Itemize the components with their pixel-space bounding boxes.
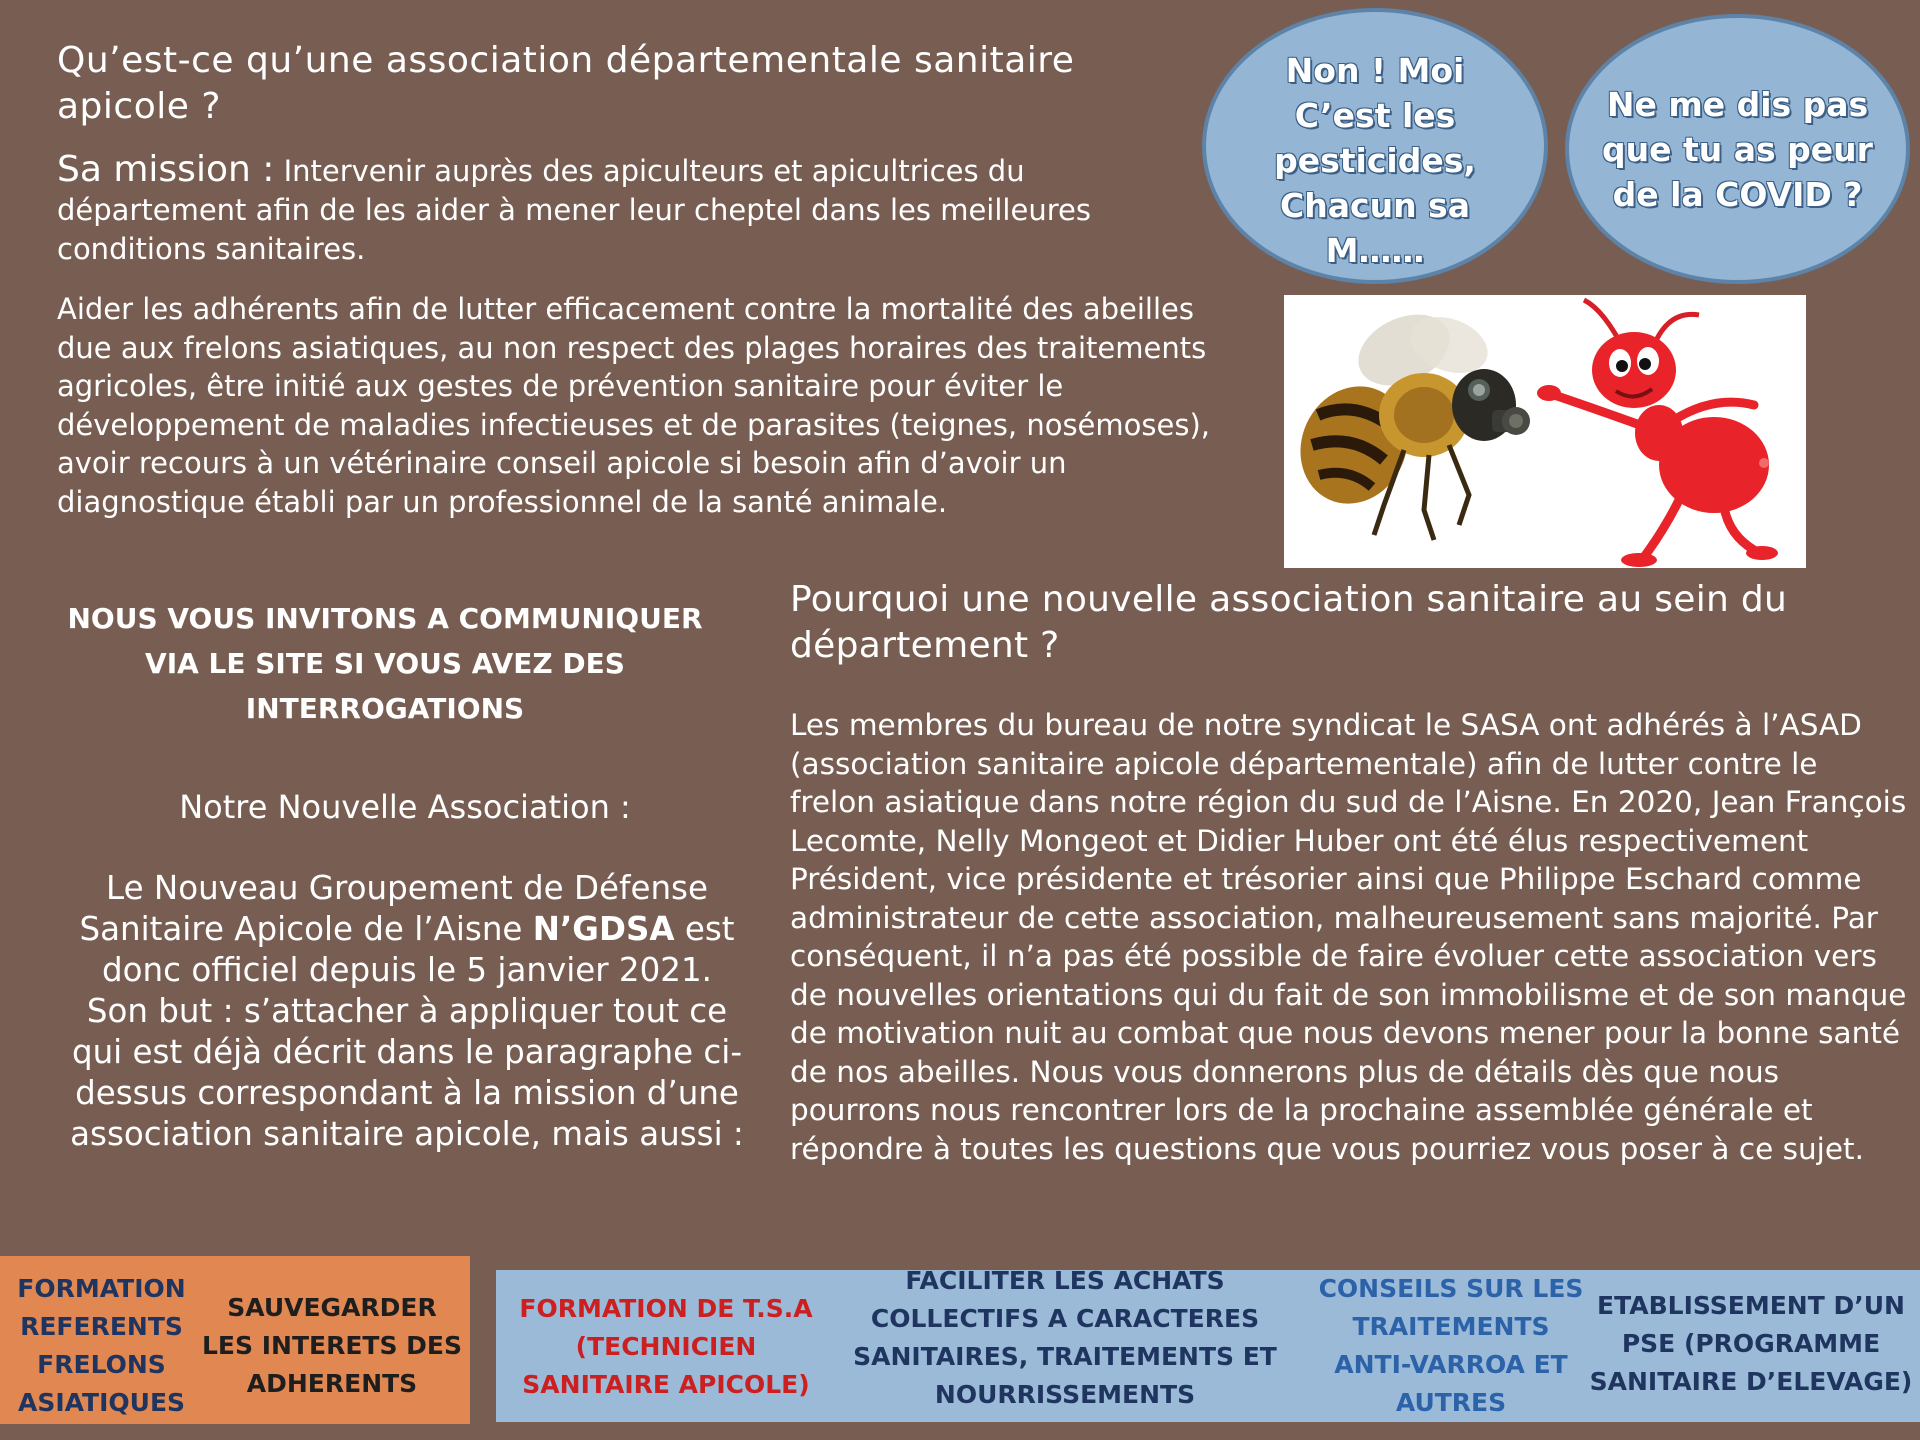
association-goal: Son but : s’attacher à appliquer tout ce qui est déjà décrit dans le paragraphe ci-dessus correspondant à la mission d’une association sanitaire apicole, mais aussi : [70,992,744,1153]
tile-etablissement-pse [1582,1266,1920,1422]
bee-icon [1284,301,1530,540]
speech-bubble-left [1202,8,1548,284]
speech-bubble-right [1565,14,1910,284]
mission-paragraph [57,150,1197,269]
mission-lead: Sa mission : [57,149,275,190]
mission-text: Intervenir auprès des apiculteurs et apicultrices du département afin de les aider à mener leur cheptel dans les meilleures conditions sanitaires. [57,154,1091,266]
tile-formation-frelons [0,1268,203,1424]
tile-achats-collectifs-label: FACILITER LES ACHATS COLLECTIFS A CARACTERES SANITAIRES, TRAITEMENTS ET NOURRISSEMENTS [853,1266,1277,1409]
association-text-before: Le Nouveau Groupement de Défense Sanitaire Apicole de l’Aisne [79,869,708,948]
tile-formation-tsa [506,1282,826,1412]
illustration-svg [1284,295,1806,568]
tile-sauvegarder-interets [198,1268,466,1424]
speech-bubble-left-text: Non ! Moi C’est les pesticides, Chacun sa M…… [1274,50,1476,270]
association-label: Notre Nouvelle Association : [179,788,631,826]
tile-formation-tsa-label: FORMATION DE T.S.A (TECHNICIEN SANITAIRE APICOLE) [519,1294,813,1399]
tile-conseils-varroa [1310,1268,1592,1424]
invite-notice: NOUS VOUS INVITONS A COMMUNIQUER VIA LE SITE SI VOUS AVEZ DES INTERROGATIONS [67,602,703,725]
tile-sauvegarder-interets-label: SAUVEGARDER LES INTERETS DES ADHERENTS [202,1293,462,1398]
tile-achats-collectifs [820,1258,1310,1418]
ant-icon [1537,300,1778,567]
association-text-after: est donc officiel depuis le 5 janvier 2021. [102,910,735,989]
tile-conseils-varroa-label: CONSEILS SUR LES TRAITEMENTS ANTI-VARROA ET AUTRES [1318,1274,1584,1417]
page-title: Qu’est-ce qu’une association départementale sanitaire apicole ? [57,40,1075,127]
help-paragraph: Aider les adhérents afin de lutter efficacement contre la mortalité des abeilles due aux frelons asiatiques, au non respect des plages horaires des traitements agricoles, être initié aux gestes de prévention sanitaire pour éviter le développement de maladies infectieuses et de parasites (teignes, nosémoses), avoir recours à un vétérinaire conseil apicole si besoin afin d’avoir un diagnostique établi par un professionnel de la santé animale. [57,292,1210,519]
speech-bubble-right-text: Ne me dis pas que tu as peur de la COVID ? [1602,84,1873,214]
association-description [62,868,752,1155]
why-paragraph: Les membres du bureau de notre syndicat le SASA ont adhérés à l’ASAD (association sanitaire apicole départementale) afin de lutter contre le frelon asiatique dans notre région du sud de l’Aisne. En 2020, Jean François Lecomte, Nelly Mongeot et Didier Huber ont été élus respectivement Président, vice présidente et trésorier ainsi que Philippe Eschard comme administrateur de cette association, malheureusement sans majorité. Par conséquent, il n’a pas été possible de faire évoluer cette association vers de nouvelles orientations qui du fait de son immobilisme et de son manque de motivation nuit au combat que nous devons mener pour la bonne santé de nos abeilles. Nous vous donnerons plus de détails dès que nous pourrons nous rencontrer lors de la prochaine assemblée générale et répondre à toutes les questions que vous pourriez vous poser à ce sujet. [790,708,1907,1166]
bee-and-ant-illustration [1284,295,1806,568]
tile-etablissement-pse-label: ETABLISSEMENT D’UN PSE (PROGRAMME SANITAIRE D’ELEVAGE) [1589,1291,1913,1396]
tile-formation-frelons-label: FORMATION REFERENTS FRELONS ASIATIQUES [17,1274,186,1417]
association-acronym: N’GDSA [532,910,675,948]
section-heading-why: Pourquoi une nouvelle association sanitaire au sein du département ? [790,579,1788,666]
